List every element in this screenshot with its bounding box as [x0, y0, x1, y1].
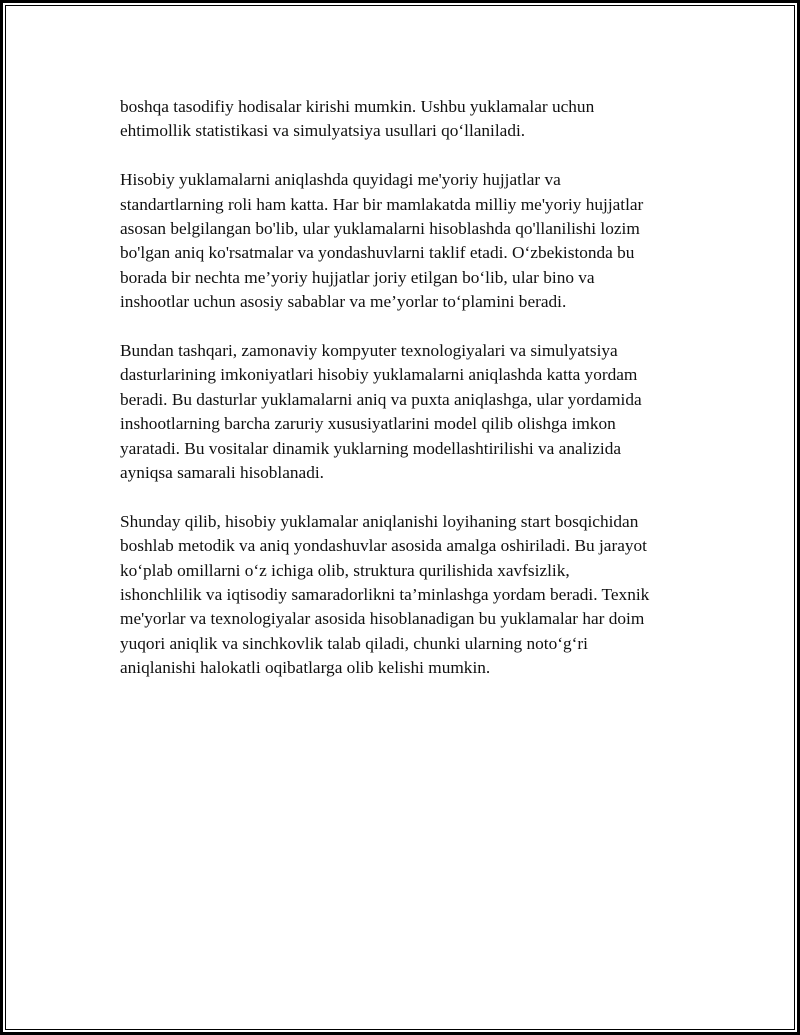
text-line: aniqlanishi halokatli oqibatlarga olib kelishi mumkin. [120, 658, 491, 678]
text-line: inshootlar uchun asosiy sabablar va me’yorlar to‘plamini beradi. [120, 292, 567, 312]
text-line: standartlarning roli ham katta. Har bir mamlakatda milliy me'yoriy hujjatlar [120, 194, 644, 214]
text-line: Hisobiy yuklamalarni aniqlashda quyidagi me'yoriy hujjatlar va [120, 170, 561, 190]
text-line: me'yorlar va texnologiyalar asosida hisoblanadigan bu yuklamalar har doim [120, 609, 645, 629]
document-body [120, 95, 690, 705]
text-line: bo'lgan aniq ko'rsatmalar va yondashuvlarni taklif etadi. O‘zbekistonda bu [120, 243, 635, 263]
text-line: borada bir nechta me’yoriy hujjatlar joriy etilgan bo‘lib, ular bino va [120, 267, 595, 287]
text-line: Bundan tashqari, zamonaviy kompyuter texnologiyalari va simulyatsiya [120, 341, 618, 361]
paragraph-1 [120, 95, 690, 144]
text-line: Shunday qilib, hisobiy yuklamalar aniqlanishi loyihaning start bosqichidan [120, 511, 639, 531]
paragraph-3 [120, 339, 690, 485]
text-line: dasturlarining imkoniyatlari hisobiy yuklamalarni aniqlashda katta yordam [120, 365, 638, 385]
paragraph-2 [120, 168, 690, 314]
text-line: boshqa tasodifiy hodisalar kirishi mumkin. Ushbu yuklamalar uchun [120, 97, 595, 116]
text-line: yaratadi. Bu vositalar dinamik yuklarning modellashtirilishi va analizida [120, 438, 622, 458]
text-line: inshootlarning barcha zaruriy xususiyatlarini model qilib olishga imkon [120, 414, 616, 434]
text-line: ishonchlilik va iqtisodiy samaradorlikni ta’minlashga yordam beradi. Texnik [120, 585, 650, 605]
text-line: ayniqsa samarali hisoblanadi. [120, 463, 324, 483]
text-line: boshlab metodik va aniq yondashuvlar asosida amalga oshiriladi. Bu jarayot [120, 536, 647, 556]
text-line: ehtimollik statistikasi va simulyatsiya usullari qo‘llaniladi. [120, 121, 526, 141]
text-line: asosan belgilangan bo'lib, ular yuklamalarni hisoblashda qo'llanilishi lozim [120, 219, 640, 239]
text-line: yuqori aniqlik va sinchkovlik talab qiladi, chunki ularning noto‘g‘ri [120, 633, 588, 653]
text-line: ko‘plab omillarni o‘z ichiga olib, struktura qurilishida xavfsizlik, [120, 560, 570, 580]
paragraph-4 [120, 510, 690, 681]
text-line: beradi. Bu dasturlar yuklamalarni aniq va puxta aniqlashga, ular yordamida [120, 389, 642, 409]
